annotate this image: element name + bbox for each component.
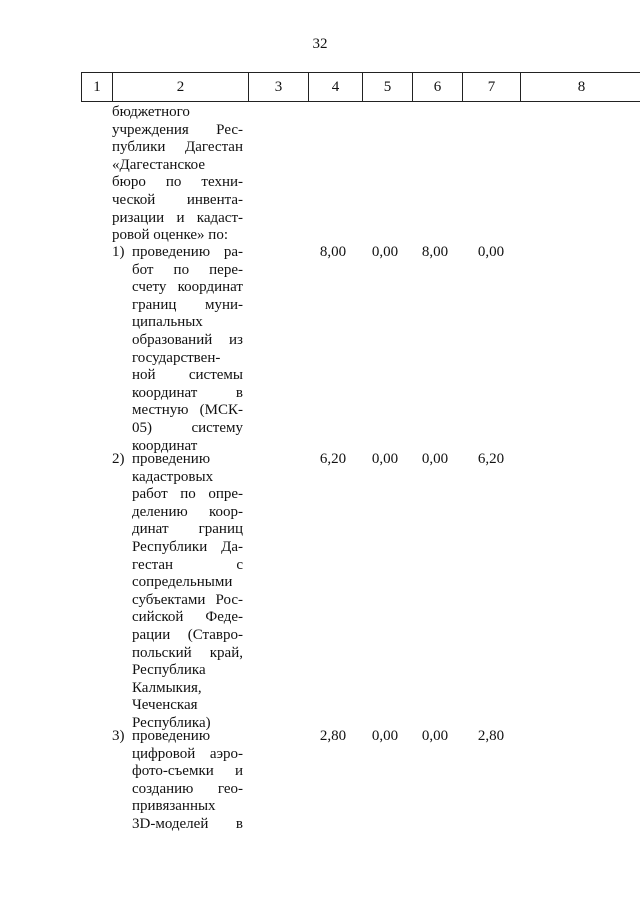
item-line: польский край,: [132, 644, 243, 661]
item-line: работ по опре-: [132, 486, 243, 503]
value-col-4: 2,80: [319, 728, 347, 744]
item-line: фото-съемки и: [132, 763, 243, 780]
item-line: привязанных: [132, 798, 216, 815]
header-col-4: 4: [309, 73, 363, 101]
item-line: Республики Да-: [132, 538, 243, 555]
item-number: 1): [112, 244, 125, 260]
intro-line: учреждения Рес-: [112, 121, 243, 138]
value-col-4: 6,20: [319, 451, 347, 467]
header-col-2: 2: [113, 73, 249, 101]
item-line: Республика): [132, 714, 211, 731]
intro-line: бюджетного: [112, 104, 190, 120]
item-line: счету координат: [132, 279, 243, 296]
item-line: 3D-моделей в: [132, 815, 243, 832]
header-col-5: 5: [363, 73, 413, 101]
item-line: Чеченская: [132, 697, 198, 714]
header-col-8: 8: [577, 79, 586, 95]
intro-line: ческой инвента-: [112, 191, 243, 208]
value-col-6: 8,00: [421, 244, 449, 260]
item-line: динат границ: [132, 521, 243, 538]
intro-line: ризации и кадаст-: [112, 209, 243, 226]
item-line: цифровой аэро-: [132, 745, 243, 762]
header-col-1: 1: [82, 73, 113, 101]
intro-line: публики Дагестан: [112, 139, 243, 156]
item-number: 2): [112, 451, 125, 467]
item-line: 05) систему: [132, 419, 243, 436]
header-col-6: 6: [413, 73, 463, 101]
item-line: государствен-: [132, 349, 221, 366]
item-line: бот по пере-: [132, 261, 243, 278]
item-line: ной системы: [132, 367, 243, 384]
header-col-3: 3: [249, 73, 309, 101]
value-col-4: 8,00: [319, 244, 347, 260]
item-description: [132, 451, 243, 733]
item-description: [132, 244, 243, 455]
value-col-7: 0,00: [477, 244, 505, 260]
item-line: образований из: [132, 331, 243, 348]
value-col-7: 6,20: [477, 451, 505, 467]
item-line: субъектами Рос-: [132, 591, 243, 608]
item-line: рации (Ставро-: [132, 626, 243, 643]
item-line: местную (МСК-: [132, 402, 243, 419]
value-col-5: 0,00: [371, 451, 399, 467]
item-line: кадастровых: [132, 468, 214, 485]
intro-line: «Дагестанское: [112, 156, 205, 173]
intro-line: ровой оценке» по:: [112, 227, 228, 244]
item-line: сийской Феде-: [132, 609, 243, 626]
item-line: проведению: [132, 451, 211, 467]
item-line: созданию гео-: [132, 780, 243, 797]
item-line: Республика: [132, 662, 206, 679]
item-line: границ муни-: [132, 296, 243, 313]
page-number: 32: [312, 36, 328, 52]
value-col-6: 0,00: [421, 728, 449, 744]
item-line: ципальных: [132, 314, 203, 331]
item-number: 3): [112, 728, 125, 744]
item-line: координат в: [132, 384, 243, 401]
item-line: Калмыкия,: [132, 679, 202, 696]
item-line: проведению ра-: [132, 244, 243, 260]
value-col-7: 2,80: [477, 728, 505, 744]
intro-line: бюро по техни-: [112, 174, 243, 191]
value-col-5: 0,00: [371, 728, 399, 744]
item-line: координат: [132, 437, 198, 454]
item-line: сопредельными: [132, 574, 233, 591]
intro-text: [112, 104, 243, 245]
item-line: гестан с: [132, 556, 243, 573]
item-line: делению коор-: [132, 503, 243, 520]
table-header: [81, 72, 640, 102]
value-col-5: 0,00: [371, 244, 399, 260]
item-line: проведению: [132, 728, 211, 744]
value-col-6: 0,00: [421, 451, 449, 467]
header-col-7: 7: [463, 73, 521, 101]
item-description: [132, 728, 243, 834]
